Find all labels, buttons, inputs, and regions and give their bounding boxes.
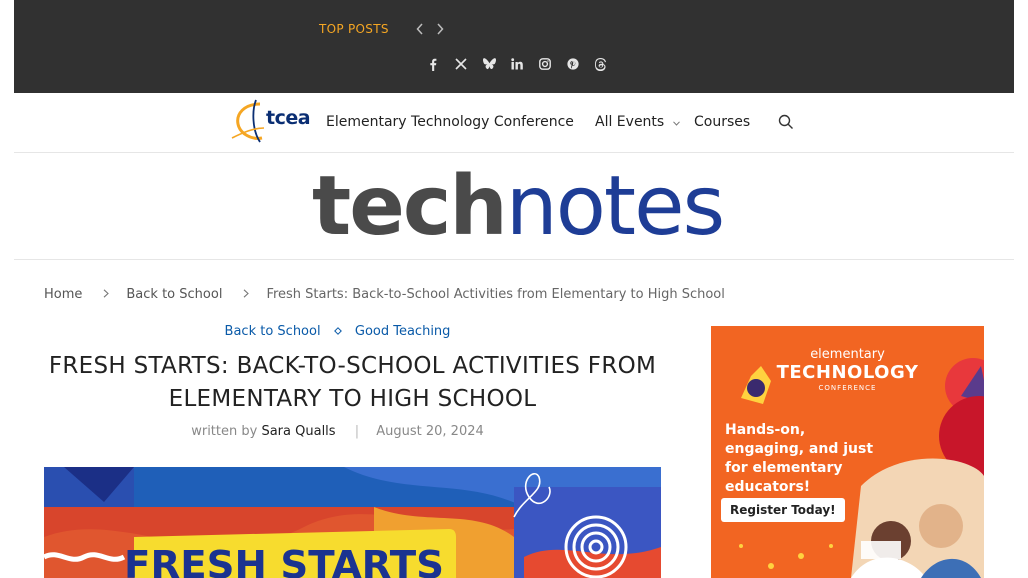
register-today-button[interactable]: Register Today!	[721, 498, 845, 522]
nav-item-elementary-technology-conference[interactable]: Elementary Technology Conference	[326, 114, 574, 130]
hero-text: FRESH STARTS	[124, 543, 444, 578]
featured-image[interactable]	[44, 467, 661, 578]
site-title-part2: notes	[505, 159, 724, 254]
chevron-right-icon	[243, 288, 249, 301]
nav-item-all-events[interactable]	[595, 114, 680, 130]
ad-body: Hands-on, engaging, and just for elementary educators!	[725, 422, 874, 495]
post-title: FRESH STARTS: BACK-TO-SCHOOL ACTIVITIES FROM ELEMENTARY TO HIGH SCHOOL	[48, 353, 657, 412]
post-date: August 20, 2024	[376, 424, 484, 439]
nav-item-courses[interactable]: Courses	[694, 114, 751, 130]
ad-line2: TECHNOLOGY	[776, 362, 919, 383]
page	[14, 0, 1014, 578]
breadcrumb-home[interactable]: Home	[44, 287, 83, 302]
sidebar-ad[interactable]	[711, 326, 984, 578]
category-good-teaching[interactable]: Good Teaching	[354, 324, 451, 339]
social-links	[419, 55, 615, 73]
top-posts-label: TOP POSTS	[319, 22, 389, 36]
diamond-separator-icon	[334, 327, 342, 337]
pinterest-icon[interactable]	[559, 55, 587, 73]
nav-item-label: All Events	[595, 114, 665, 130]
x-icon[interactable]	[447, 55, 475, 73]
category-back-to-school[interactable]: Back to School	[224, 324, 321, 339]
breadcrumb-current: Fresh Starts: Back-to-School Activities from Elementary to High School	[266, 287, 725, 302]
facebook-icon[interactable]	[419, 55, 447, 73]
top-bar	[14, 0, 1014, 93]
chevron-left-icon[interactable]	[414, 20, 426, 38]
instagram-icon[interactable]	[531, 55, 559, 73]
chevron-right-icon	[103, 288, 109, 301]
breadcrumb	[44, 287, 725, 302]
post-categories	[14, 324, 661, 339]
post-meta	[14, 424, 661, 439]
ad-line3: CONFERENCE	[818, 384, 877, 392]
chevron-right-icon[interactable]	[434, 20, 446, 38]
logo-text[interactable]: tcea	[266, 107, 311, 129]
written-by-label: written by	[191, 424, 258, 439]
search-icon[interactable]	[778, 114, 796, 132]
top-posts-arrows	[414, 20, 446, 38]
meta-divider: |	[354, 424, 360, 439]
chevron-down-icon	[673, 118, 680, 129]
author-link[interactable]: Sara Qualls	[261, 424, 336, 439]
linkedin-icon[interactable]	[503, 55, 531, 73]
ad-line1: elementary	[810, 347, 885, 362]
site-title-part1: tech	[312, 159, 506, 254]
threads-icon[interactable]	[587, 55, 615, 73]
bluesky-icon[interactable]	[475, 55, 503, 73]
main-nav	[14, 93, 1014, 153]
masthead	[14, 153, 1014, 260]
site-title[interactable]	[312, 159, 723, 255]
breadcrumb-back-to-school[interactable]: Back to School	[126, 287, 223, 302]
